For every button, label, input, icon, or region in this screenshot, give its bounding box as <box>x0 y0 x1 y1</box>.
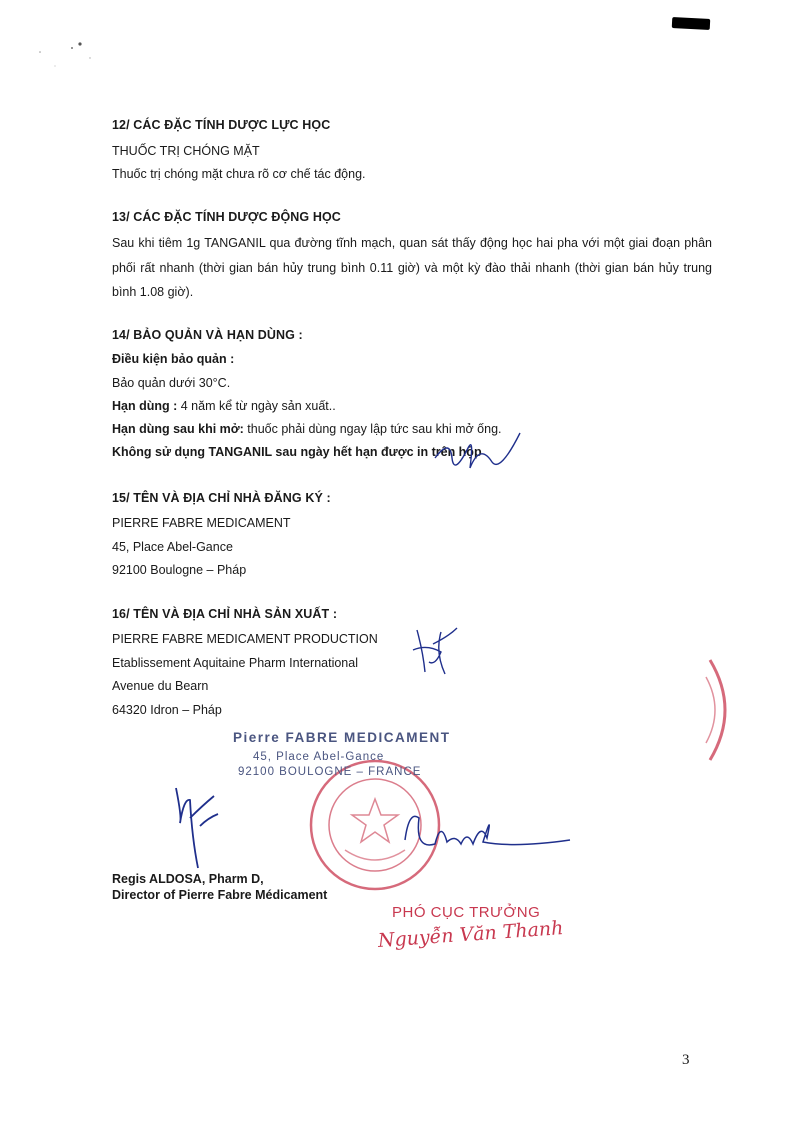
storage-label: Điều kiện bảo quản : <box>112 352 235 366</box>
storage-value: Bảo quản dưới 30°C. <box>112 376 231 390</box>
signatory-title: Director of Pierre Fabre Médicament <box>112 888 328 902</box>
shelf-life-line <box>112 395 336 418</box>
signatory-name: Regis ALDOSA, Pharm D, <box>112 872 264 886</box>
section-13-heading: 13/ CÁC ĐẶC TÍNH DƯỢC ĐỘNG HỌC <box>112 210 341 224</box>
official-signature <box>395 800 575 870</box>
signatory-signature <box>168 778 228 873</box>
section-12-line-2: Thuốc trị chóng mặt chưa rõ cơ chế tác động. <box>112 167 366 181</box>
manufacturer-line-2: Etablissement Aquitaine Pharm International <box>112 656 358 670</box>
page-number: 3 <box>682 1052 690 1068</box>
registrant-line-2: 45, Place Abel-Gance <box>112 540 233 554</box>
company-stamp-line-3: 92100 BOULOGNE – FRANCE <box>238 766 422 778</box>
official-title: PHÓ CỤC TRƯỞNG <box>392 904 541 921</box>
redaction-mark <box>672 17 711 30</box>
section-12-line-1: THUỐC TRỊ CHÓNG MẶT <box>112 144 260 158</box>
manufacturer-line-4: 64320 Idron – Pháp <box>112 703 222 717</box>
after-open-label: Hạn dùng sau khi mở: <box>112 422 244 436</box>
section-16-heading: 16/ TÊN VÀ ĐỊA CHỈ NHÀ SẢN XUẤT : <box>112 607 338 621</box>
registrant-line-1: PIERRE FABRE MEDICAMENT <box>112 516 291 530</box>
section-14-heading: 14/ BẢO QUẢN VÀ HẠN DÙNG : <box>112 328 303 342</box>
scan-speckles <box>0 0 120 80</box>
initial-signature-right <box>405 622 465 682</box>
after-open-value: thuốc phải dùng ngay lập tức sau khi mở ống. <box>243 422 502 436</box>
company-stamp-line-1: Pierre FABRE MEDICAMENT <box>233 730 451 745</box>
shelf-life-label: Hạn dùng : <box>112 399 178 413</box>
manufacturer-line-1: PIERRE FABRE MEDICAMENT PRODUCTION <box>112 632 378 646</box>
expiry-warning: Không sử dụng TANGANIL sau ngày hết hạn được in trên hộp <box>112 445 482 459</box>
section-13-paragraph: Sau khi tiêm 1g TANGANIL qua đường tĩnh mạch, quan sát thấy động học hai pha với một giai đoạn phân phối rất nhanh (thời gian bán hủy trung bình 0.11 giờ) và một kỳ đào thải nhanh (thời gian bán hủy trung bình 1.08 giờ). <box>112 236 712 299</box>
shelf-life-value: 4 năm kể từ ngày sản xuất.. <box>177 399 336 413</box>
manufacturer-line-3: Avenue du Bearn <box>112 679 209 693</box>
initial-signature-mid <box>430 428 530 488</box>
section-15-heading: 15/ TÊN VÀ ĐỊA CHỈ NHÀ ĐĂNG KÝ : <box>112 491 331 505</box>
section-12-heading: 12/ CÁC ĐẶC TÍNH DƯỢC LỰC HỌC <box>112 118 331 132</box>
company-stamp-line-2: 45, Place Abel-Gance <box>253 751 385 763</box>
official-name: Nguyễn Văn Thanh <box>377 917 565 952</box>
partial-seal-edge <box>700 655 740 765</box>
registrant-line-3: 92100 Boulogne – Pháp <box>112 563 247 577</box>
